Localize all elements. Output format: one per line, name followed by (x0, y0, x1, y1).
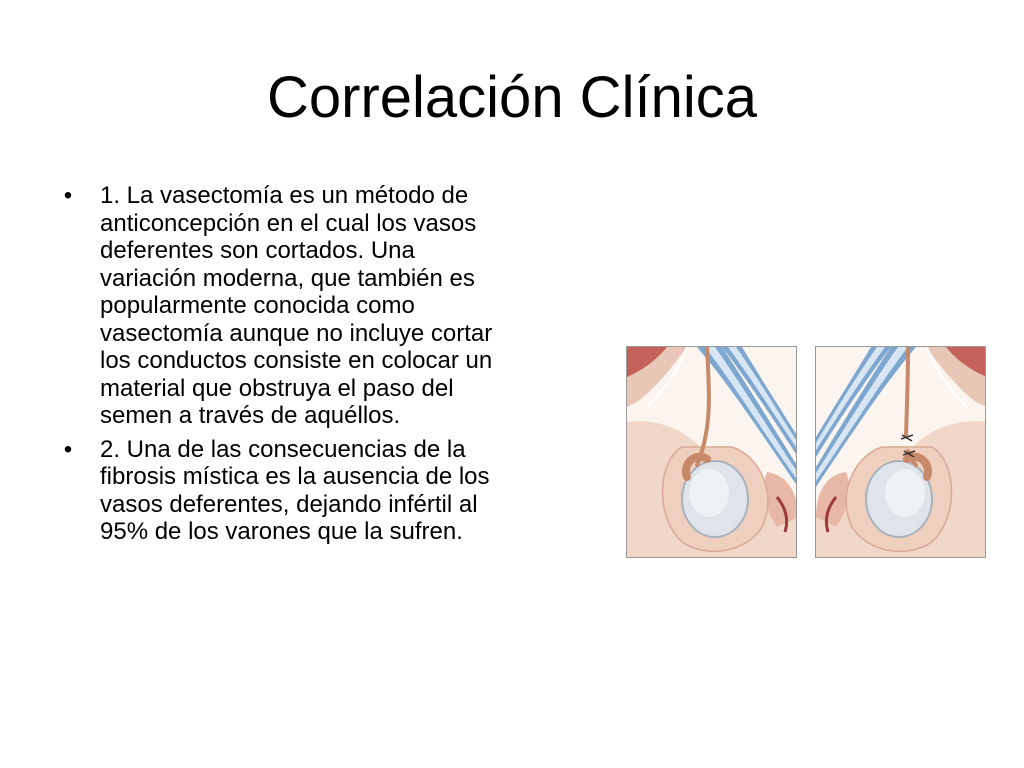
bullet-list (58, 182, 498, 552)
bullet-text: 1. La vasectomía es un método de anticoncepción en el cual los vasos deferentes son cortados. Una variación moderna, que también es popularmente conocida como vasectomía aunque no incluye cortar los conductos consiste en colocar un material que obstruya el paso del semen a través de aquéllos. (100, 182, 493, 429)
bullet-icon: • (63, 182, 73, 209)
bullet-text: 2. Una de las consecuencias de la fibrosis mística es la ausencia de los vasos deferentes, dejando infértil al 95% de los varones que la sufren. (100, 435, 490, 545)
anatomy-before-image (627, 347, 797, 558)
bullet-item-2 (58, 436, 498, 546)
anatomy-panel-after (815, 346, 986, 558)
anatomy-illustration (626, 346, 988, 558)
bullet-icon: • (63, 435, 73, 463)
bullet-item-1 (58, 182, 498, 430)
anatomy-panel-before (626, 346, 797, 558)
slide-title: Correlación Clínica (267, 65, 757, 130)
anatomy-after-image (816, 347, 986, 558)
